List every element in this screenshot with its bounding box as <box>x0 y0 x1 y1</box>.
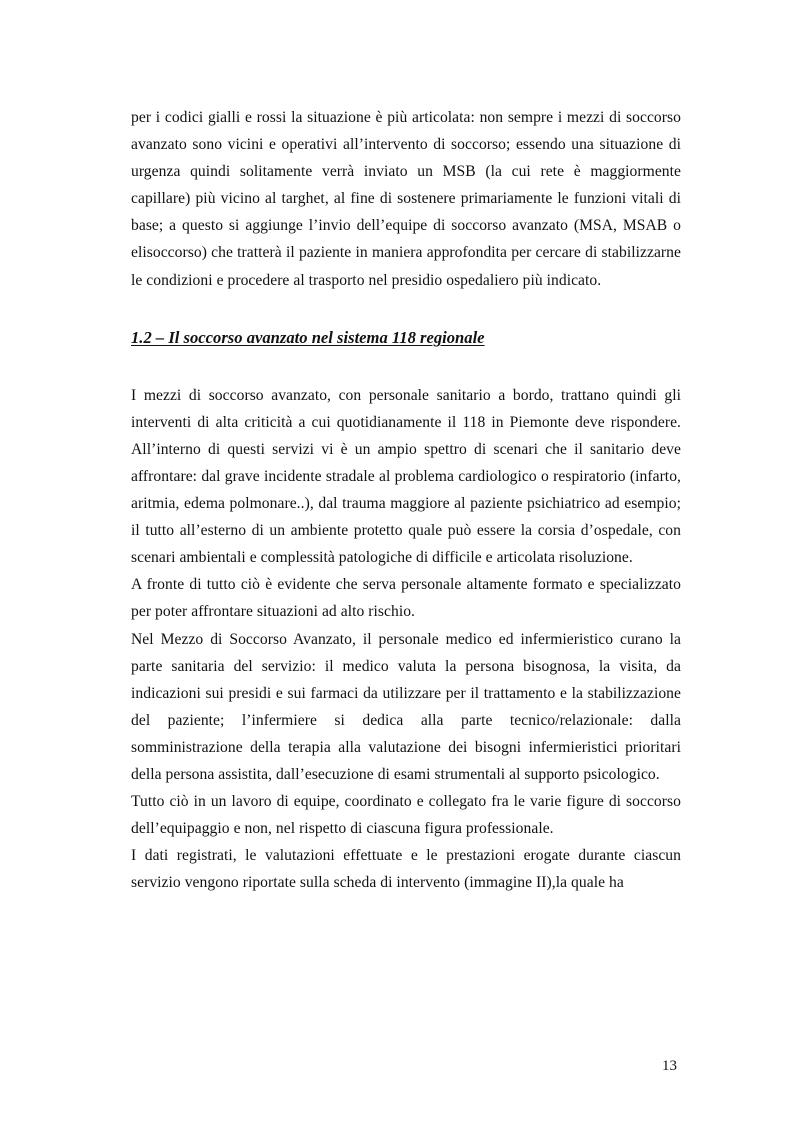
body-paragraph: Nel Mezzo di Soccorso Avanzato, il personale medico ed infermieristico curano la parte sanitaria del servizio: il medico valuta la persona bisognosa, la visita, da indicazioni sui presidi e sui farmaci da utilizzare per il trattamento e la stabilizzazione del paziente; l’infermiere si dedica alla parte tecnico/relazionale: dalla somministrazione della terapia alla valutazione dei bisogni infermieristici prioritari della persona assistita, dall’esecuzione di esami strumentali al supporto psicologico. <box>131 630 681 783</box>
body-paragraph: I mezzi di soccorso avanzato, con personale sanitario a bordo, trattano quindi gli interventi di alta criticità a cui quotidianamente il 118 in Piemonte deve rispondere. All’interno di questi servizi vi è un ampio spettro di scenari che il sanitario deve affrontare: dal grave incidente stradale al problema cardiologico o respiratorio (infarto, aritmia, edema polmonare..), dal trauma maggiore al paziente psichiatrico ad esempio; il tutto all’esterno di un ambiente protetto quale può essere la corsia d’ospedale, con scenari ambientali e complessità patologiche di difficile e articolata risoluzione. <box>131 386 681 567</box>
body-paragraph: I dati registrati, le valutazioni effettuate e le prestazioni erogate durante ciascun servizio vengono riportate sulla scheda di intervento (immagine II),la quale ha <box>131 847 681 892</box>
body-paragraph: Tutto ciò in un lavoro di equipe, coordinato e collegato fra le varie figure di soccorso dell’equipaggio e non, nel rispetto di ciascuna figura professionale. <box>131 793 681 838</box>
page-number: 13 <box>662 1058 677 1074</box>
body-paragraph: A fronte di tutto ciò è evidente che serva personale altamente formato e specializzato per poter affrontare situazioni ad alto rischio. <box>131 576 681 621</box>
document-page <box>131 104 681 896</box>
intro-paragraph: per i codici gialli e rossi la situazione è più articolata: non sempre i mezzi di soccorso avanzato sono vicini e operativi all’intervento di soccorso; essendo una situazione di urgenza quindi solitamente verrà inviato un MSB (la cui rete è maggiormente capillare) più vicino al targhet, al fine di sostenere primariamente le funzioni vitali di base; a questo si aggiunge l’invio dell’equipe di soccorso avanzato (MSA, MSAB o elisoccorso) che tratterà il paziente in maniera approfondita per cercare di stabilizzarne le condizioni e procedere al trasporto nel presidio ospedaliero più indicato. <box>131 109 681 289</box>
section-heading: 1.2 – Il soccorso avanzato nel sistema 118 regionale <box>131 327 485 347</box>
